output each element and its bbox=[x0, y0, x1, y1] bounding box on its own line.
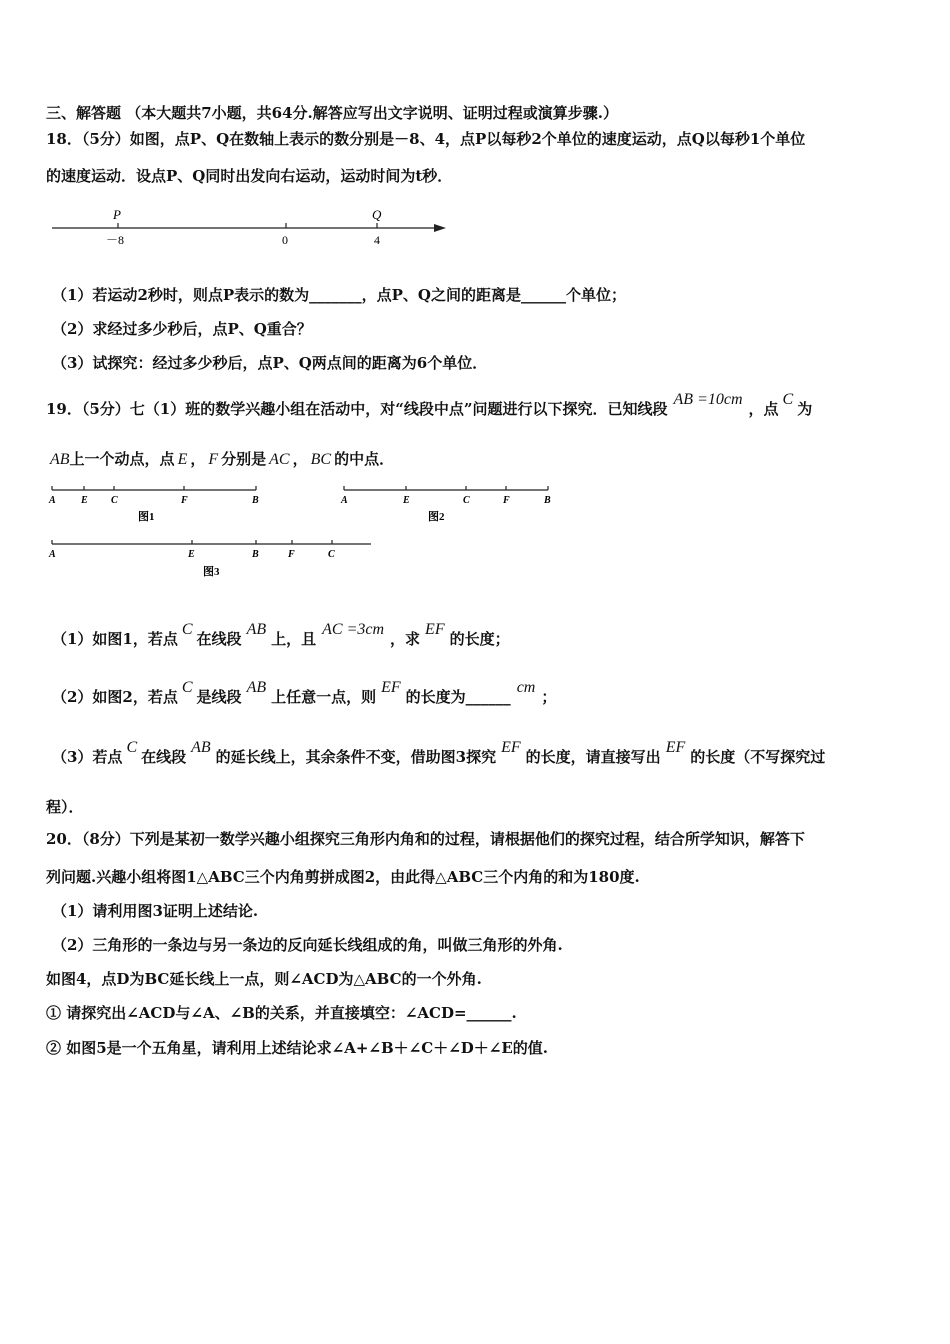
svg-text:C: C bbox=[463, 495, 470, 506]
q19-part3: （3）若点C在线段AB的延长线上，其余条件不变，借助图3探究EF的长度，请直接写出EF的长度（不写探究过 bbox=[52, 739, 826, 766]
svg-text:F: F bbox=[288, 549, 295, 560]
svg-text:F: F bbox=[503, 495, 510, 506]
q19-figure-2 bbox=[338, 482, 558, 524]
fig1-caption: 图1 bbox=[138, 511, 155, 523]
svg-text:E: E bbox=[81, 495, 88, 506]
q18-part2: （2）求经过多少秒后，点P、Q重合？ bbox=[52, 320, 312, 338]
q18-tick-4: 4 bbox=[374, 233, 380, 247]
svg-text:B: B bbox=[252, 549, 259, 560]
fig2-caption: 图2 bbox=[428, 511, 445, 523]
svg-text:A: A bbox=[341, 495, 348, 506]
q19-stem-line2: AB上一个动点，点 E ， F 分别是 AC ， BC 的中点． bbox=[50, 450, 395, 468]
q19-part2: （2）如图2，若点C是线段AB上任意一点，则EF的长度为______cm； bbox=[52, 679, 557, 706]
q18-part3: （3）试探究：经过多少秒后，点P、Q两点间的距离为6个单位． bbox=[52, 354, 488, 372]
q19-figure-1 bbox=[46, 482, 266, 524]
q18-label-q: Q bbox=[372, 207, 382, 222]
q20-sub1: ① 请探究出∠ACD与∠A、∠B的关系，并直接填空：∠ACD=______. bbox=[46, 1004, 517, 1022]
svg-text:B: B bbox=[252, 495, 259, 506]
svg-text:B: B bbox=[544, 495, 551, 506]
q20-part2: （2）三角形的一条边与另一条边的反向延长线组成的角，叫做三角形的外角. bbox=[52, 936, 563, 954]
q19-part3-line2: 程）． bbox=[46, 798, 84, 816]
section-heading: 三、解答题 （本大题共7小题，共64分.解答应写出文字说明、证明过程或演算步骤.） bbox=[46, 104, 618, 122]
q19-stem-line1: 19．（5分）七（1）班的数学兴趣小组在活动中，对“线段中点”问题进行以下探究．已知线段AB =10cm，点C为 bbox=[46, 391, 813, 418]
svg-text:C: C bbox=[111, 495, 118, 506]
q19-part1: （1）如图1，若点C在线段AB上，且AC =3cm，求EF的长度； bbox=[52, 621, 510, 648]
q18-part1: （1）若运动2秒时，则点P表示的数为_______，点P、Q之间的距离是______个单位； bbox=[52, 286, 627, 304]
q20-sub2: ② 如图5是一个五角星，请利用上述结论求∠A+∠B＋∠C＋∠D＋∠E的值. bbox=[46, 1039, 548, 1057]
svg-text:A: A bbox=[49, 495, 56, 506]
q18-stem-line1: 18．（5分）如图，点P、Q在数轴上表示的数分别是－8、4，点P以每秒2个单位的速度运动，点Q以每秒1个单位 bbox=[46, 130, 806, 148]
svg-text:E: E bbox=[403, 495, 410, 506]
q18-stem-line2: 的速度运动．设点P、Q同时出发向右运动，运动时间为t秒． bbox=[46, 167, 453, 185]
svg-text:C: C bbox=[328, 549, 335, 560]
q18-label-p: P bbox=[113, 207, 121, 222]
q20-part2-line2: 如图4，点D为BC延长线上一点，则∠ACD为△ABC的一个外角. bbox=[46, 970, 482, 988]
q19-figure-3 bbox=[46, 536, 381, 580]
svg-text:F: F bbox=[181, 495, 188, 506]
arrow-icon bbox=[434, 224, 446, 232]
q20-part1: （1）请利用图3证明上述结论. bbox=[52, 902, 259, 920]
q18-number-line bbox=[46, 205, 456, 250]
q18-tick-0: 0 bbox=[282, 233, 288, 247]
fig3-caption: 图3 bbox=[203, 566, 220, 578]
q20-line1: 20．（8分）下列是某初一数学兴趣小组探究三角形内角和的过程，请根据他们的探究过程，结合所学知识，解答下 bbox=[46, 830, 805, 848]
svg-text:A: A bbox=[49, 549, 56, 560]
q20-line2: 列问题.兴趣小组将图1△ABC三个内角剪拼成图2，由此得△ABC三个内角的和为180度. bbox=[46, 868, 640, 886]
q18-tick-minus8: －8 bbox=[106, 233, 125, 247]
svg-text:E: E bbox=[188, 549, 195, 560]
